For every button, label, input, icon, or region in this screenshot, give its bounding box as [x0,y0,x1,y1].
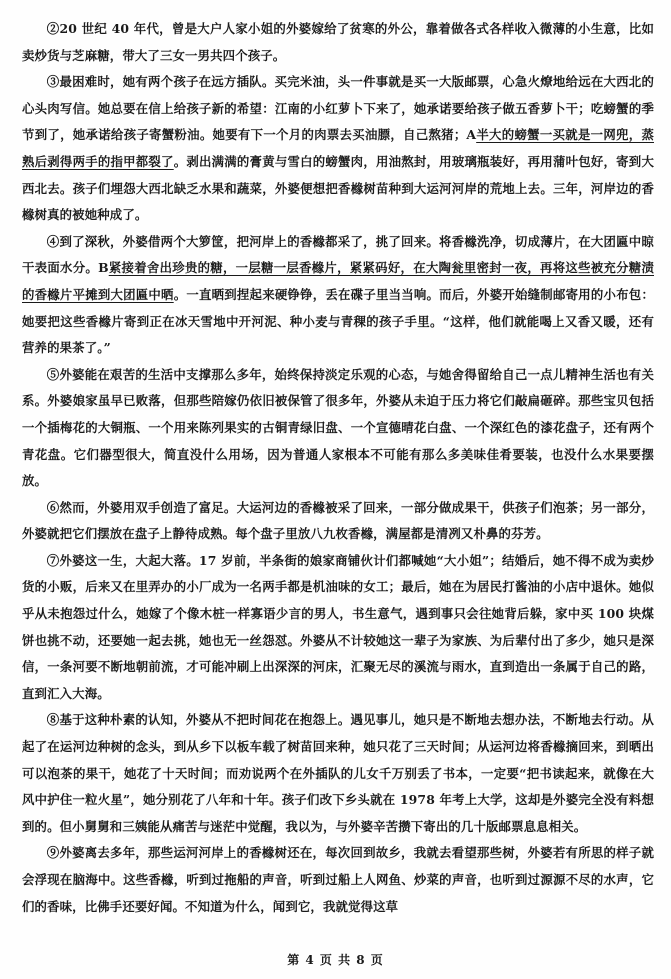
paragraph-text: ⑧基于这种朴素的认知，外婆从不把时间花在抱怨上。遇见事儿，她只是不断地去想办法，不断地去行动。从起了在运河边种树的念头，到从乡下以板车载了树苗回来种，她只花了三天时间；从运河边将香橼摘回来，到晒出可以泡茶的果干，她花了十天时间；而劝说两个在外插队的儿女千万别丢了书本，一定要“把书读起来，就像在大风中护住一粒火星”，她分别花了八年和十年。孩子们改下乡头就在 1978 年考上大学，这却是外婆完全没有料想到的。但小舅舅和三姨能从痛苦与迷茫中觉醒，我以为，与外婆辛苦攒下寄出的几十版邮票息息相关。 [22,712,654,834]
paragraph-text: ⑨外婆离去多年，那些运河河岸上的香橼树还在，每次回到故乡，我就去看望那些树，外婆若有所思的样子就会浮现在脑海中。这些香橼，听到过拖船的声音，听到过船上人网鱼、炒菜的声音，也听到过源源不尽的水声，它们的香味，比佛手还要好闻。不知道为什么，闻到它，我就觉得这草 [22,845,654,914]
paragraph-2 [22,16,654,69]
paragraph-9 [22,840,654,920]
paragraph-text: ④到了深秋，外婆借两个大箩筐，把河岸上的香橼都采了，挑了回来。将香橼洗净，切成薄片，在大团匾中晾干表面水分。B [22,233,654,276]
underlined-sentence-b: 紧接着舍出珍贵的糖，一层糖一层香橼片，紧紧码好，在大陶瓮里密封一夜，再将这些被充分糖渍的香橼片平摊到大团匾中晒 [22,260,654,302]
paragraph-text: ⑥然而，外婆用双手创造了富足。大运河边的香橼被采了回来，一部分做成果干，供孩子们泡茶；另一部分，外婆就把它们摆放在盘子上静待成熟。每个盘子里放八九枚香橼，满屋都是清冽又朴鼻的芬芳。 [22,499,654,542]
underlined-sentence-a: 半大的螃蟹一买就是一网兜，蒸熟后剥得两手的指甲都裂了 [22,127,654,169]
paragraph-text: ⑦外婆这一生，大起大落。17 岁前，半条街的娘家商铺伙计们都喊她“大小姐”；结婚后，她不得不成为卖炒货的小贩，后来又在里弄办的小厂成为一名两手都是机油味的女工；最后，她在为居民打酱油的小店中退休。她似乎从未抱怨过什么，她嫁了个像木桩一样寡语少言的男人，书生意气，遇到事只会往她背后躲，家中买 100 块煤饼也挑不动，还要她一起去挑，她也无一丝怨怼。外婆从不计较她这一辈子为家族、为后辈付出了多少，她只是深信，一条河要不断地朝前流，才可能冲刷上出深深的河床，汇聚无尽的溪流与雨水，直到造出一条属于自己的路，直到汇入大海。 [22,552,654,701]
page-number-footer: 第 4 页 共 8 页 [287,953,384,967]
paragraph-text: 。剥出满满的膏黄与雪白的螃蟹肉，用油熬封，用玻璃瓶装好，再用蒲叶包好，寄到大西北去。孩子们埋怨大西北缺乏水果和蔬菜，外婆便想把香橼树苗种到大运河河岸的荒地上去。三年，河岸边的香橼树真的被她种成了。 [22,153,654,223]
paragraph-text: ②20 世纪 40 年代，曾是大户人家小姐的外婆嫁给了贫寒的外公，靠着做各式各样收入微薄的小生意，比如卖炒货与芝麻糖，带大了三女一男共四个孩子。 [22,21,654,63]
paragraph-5 [22,362,654,495]
paragraph-7 [22,548,654,708]
paragraph-text: ③最困难时，她有两个孩子在远方插队。买完米油，头一件事就是买一大版邮票，心急火燎地给远在大西北的心头肉写信。她总要在信上给孩子新的希望：江南的小红萝卜下来了，她承诺要给孩子做五香萝卜干；吃螃蟹的季节到了，她承诺给孩子寄蟹粉油。她要有下一个月的肉票去买油膘，自己熬猪；A [22,74,654,143]
paragraph-4 [22,229,654,362]
paragraph-text: ⑤外婆能在艰苦的生活中支撑那么多年，始终保持淡定乐观的心态，与她舍得留给自己一点儿精神生活也有关系。外婆娘家虽早已败落，但那些陪嫁仍依旧被保管了很多年，外婆从未迫于压力将它们敲扁砸碎。那些宝贝包括一个插梅花的大铜瓶、一个用来陈列果实的古铜青绿旧盘、一个宣德晴花白盘、一个深红色的漆花盘子，还有两个青花盘。它们器型很大，简直没什么用场，因为普通人家根本不可能有那么多美味佳肴要装，也没什么水果要摆放。 [22,366,654,489]
article-body [22,16,654,920]
paragraph-text: 。一直晒到捏起来硬铮铮，丢在碟子里当当响。而后，外婆开始缝制邮寄用的小布包：她要把这些香橼片寄到正在冰天雪地中开河泥、种小麦与青稞的孩子手里。“这样，他们就能喝上又香又暖，还有营养的果茶了。” [22,286,654,356]
paragraph-3 [22,69,654,229]
paragraph-8 [22,707,654,840]
paragraph-6 [22,495,654,548]
